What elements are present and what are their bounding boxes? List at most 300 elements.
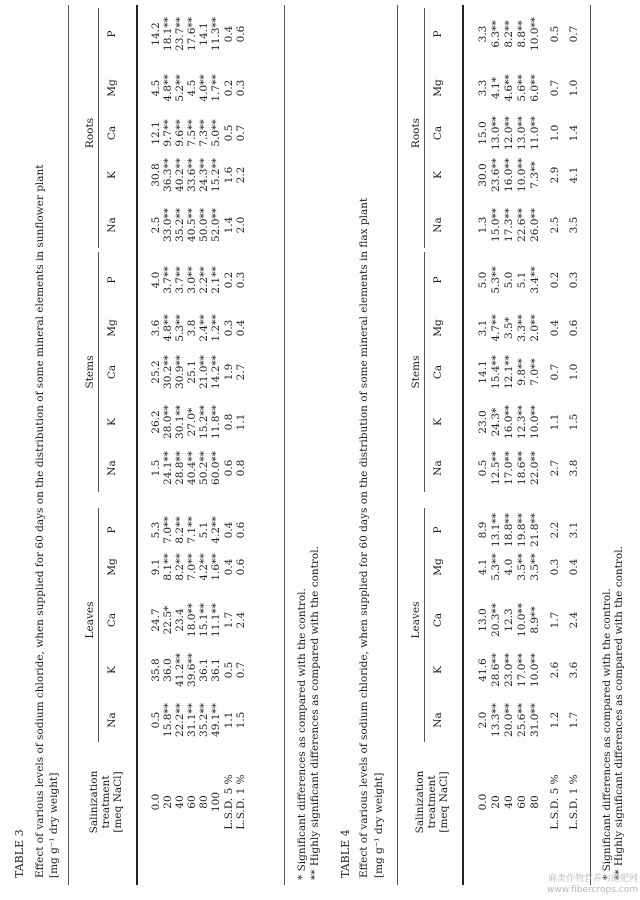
- table-cell: 24.3**: [198, 158, 210, 192]
- table-cell: 7.5**: [186, 119, 198, 147]
- table-cell: 8.2**: [174, 553, 186, 581]
- column-header: Ca: [106, 612, 118, 628]
- row-treatment: L.S.D. 5 %: [223, 774, 235, 830]
- header-thick-rule: [136, 5, 138, 885]
- table-cell: 5.3**: [174, 314, 186, 342]
- table-cell: 12.3: [503, 608, 515, 632]
- table-cell: 15.1**: [198, 603, 210, 637]
- column-header: Mg: [432, 558, 444, 576]
- row-treatment: 60: [516, 795, 528, 809]
- table-cell: 35.2**: [198, 703, 210, 737]
- row-treatment: L.S.D. 1 %: [568, 774, 580, 830]
- group-underline: [98, 252, 99, 492]
- table-cell: 1.0: [568, 363, 580, 381]
- table-cell: 36.0: [162, 658, 174, 682]
- table-cell: 24.3*: [490, 407, 502, 437]
- table-cell: 5.0**: [210, 119, 222, 147]
- table-cell: 0.7: [549, 363, 561, 381]
- table-cell: 3.6: [150, 319, 162, 337]
- table-cell: 0.5: [223, 124, 235, 142]
- table-cell: 12.1: [150, 121, 162, 145]
- column-header: K: [432, 171, 444, 179]
- table-cell: 31.1**: [186, 703, 198, 737]
- table-cell: 3.4**: [529, 266, 541, 294]
- column-header: Na: [106, 712, 118, 728]
- table-cell: 0.7: [235, 661, 247, 679]
- table-cell: 19.8**: [516, 513, 528, 547]
- column-header: P: [432, 526, 444, 534]
- table-cell: 2.6: [549, 661, 561, 679]
- footnote: ** Highly significant differences as compared with the control.: [613, 546, 625, 880]
- table-cell: 7.0**: [162, 516, 174, 544]
- table-cell: 5.1: [516, 271, 528, 289]
- column-header: Ca: [432, 612, 444, 628]
- table-cell: 20.3**: [490, 603, 502, 637]
- table-cell: 2.0: [477, 711, 489, 729]
- row-treatment: 80: [198, 795, 210, 809]
- table-cell: 40.4**: [186, 451, 198, 485]
- table-cell: 5.2**: [174, 74, 186, 102]
- table-cell: 17.0**: [503, 451, 515, 485]
- table-cell: 60.0**: [210, 451, 222, 485]
- table-cell: 3.8: [186, 319, 198, 337]
- table-cell: 4.0: [503, 558, 515, 576]
- column-header: K: [432, 418, 444, 426]
- table-cell: 16.0**: [503, 158, 515, 192]
- column-header: Na: [106, 460, 118, 476]
- table-cell: 4.5: [186, 79, 198, 97]
- table-cell: 0.5: [150, 711, 162, 729]
- table-cell: 4.0: [150, 271, 162, 289]
- table-cell: 11.8**: [210, 405, 222, 439]
- table-cell: 0.6: [235, 558, 247, 576]
- column-header: P: [432, 30, 444, 38]
- table-cell: 1.5: [235, 711, 247, 729]
- table-cell: 11.1**: [210, 603, 222, 637]
- table-cell: 26.2: [150, 410, 162, 434]
- table-cell: 3.6: [568, 661, 580, 679]
- table-cell: 2.4: [568, 611, 580, 629]
- table-cell: 23.6**: [490, 158, 502, 192]
- table-cell: 0.3: [568, 271, 580, 289]
- group-header-stems: Stems: [410, 355, 422, 389]
- table-cell: 1.0: [549, 124, 561, 142]
- table-cell: 0.6: [223, 459, 235, 477]
- table-cell: 4.2**: [210, 516, 222, 544]
- table-cell: 0.4: [235, 319, 247, 337]
- table-cell: 5.0: [477, 271, 489, 289]
- table-cell: 7.0**: [529, 358, 541, 386]
- column-header: P: [106, 276, 118, 284]
- table-cell: 2.0**: [529, 314, 541, 342]
- table-cell: 5.3**: [490, 266, 502, 294]
- footnote: ** Highly significant differences as compared with the control.: [309, 546, 321, 880]
- treatment-header: [meq NaCl]: [438, 771, 450, 833]
- table-cell: 0.3: [223, 319, 235, 337]
- group-underline: [424, 508, 425, 742]
- table-cell: 30.1**: [174, 405, 186, 439]
- table-cell: 25.2: [150, 360, 162, 384]
- table-cell: 15.8**: [162, 703, 174, 737]
- table-cell: 16.0**: [503, 405, 515, 439]
- table-cell: 23.4: [174, 608, 186, 632]
- table-cell: 0.4: [223, 558, 235, 576]
- column-header: Mg: [106, 319, 118, 337]
- table-cell: 11.3**: [210, 17, 222, 51]
- table-cell: 13.0**: [490, 116, 502, 150]
- table-bottom-rule: [284, 5, 285, 885]
- table-cell: 2.2**: [198, 266, 210, 294]
- table-cell: 13.0**: [516, 116, 528, 150]
- table-label: TABLE 3: [13, 829, 26, 878]
- column-header: Na: [106, 217, 118, 233]
- table-cell: 0.5: [223, 661, 235, 679]
- group-header-roots: Roots: [410, 117, 422, 149]
- table-cell: 2.9: [549, 166, 561, 184]
- table-cell: 5.0: [503, 271, 515, 289]
- row-treatment: L.S.D. 1 %: [235, 774, 247, 830]
- group-header-roots: Roots: [84, 117, 96, 149]
- table-cell: 17.6**: [186, 17, 198, 51]
- table-cell: 22.2**: [174, 703, 186, 737]
- table-cell: 8.8**: [516, 20, 528, 48]
- table-cell: 7.0**: [186, 553, 198, 581]
- table-cell: 12.3**: [516, 405, 528, 439]
- table-cell: 4.2**: [198, 553, 210, 581]
- watermark: [547, 874, 638, 896]
- table-cell: 24.1**: [162, 451, 174, 485]
- table-cell: 3.3: [477, 25, 489, 43]
- table-cell: 33.0**: [162, 208, 174, 242]
- row-treatment: L.S.D. 5 %: [549, 774, 561, 830]
- table-cell: 14.2: [150, 22, 162, 46]
- table-cell: 20.0**: [503, 703, 515, 737]
- table-cell: 1.0: [568, 79, 580, 97]
- watermark-cn: 麻类作物营养与施肥网: [547, 874, 638, 884]
- table-cell: 0.5: [549, 25, 561, 43]
- table-bottom-rule: [590, 5, 591, 885]
- table-cell: 50.2**: [198, 451, 210, 485]
- table-cell: 2.5: [549, 216, 561, 234]
- table-cell: 1.2**: [210, 314, 222, 342]
- table-title: Effect of various levels of sodium chloride, when supplied for 60 days on the distribution of some mineral elements in sunflower plant: [34, 164, 46, 878]
- table-cell: 0.8: [235, 459, 247, 477]
- table-cell: 0.5: [477, 459, 489, 477]
- table-cell: 0.7: [568, 25, 580, 43]
- table-cell: 9.7**: [162, 119, 174, 147]
- table-cell: 1.1: [549, 413, 561, 431]
- table-cell: 2.0: [235, 216, 247, 234]
- table-cell: 12.1**: [503, 355, 515, 389]
- table-label: TABLE 4: [339, 829, 352, 878]
- table-cell: 6.3**: [490, 20, 502, 48]
- table-cell: 18.8**: [503, 513, 515, 547]
- table-cell: 18.1**: [162, 17, 174, 51]
- row-treatment: 0.0: [477, 793, 489, 811]
- table-cell: 35.8: [150, 658, 162, 682]
- table-cell: 36.1: [198, 658, 210, 682]
- table-cell: 1.7: [549, 611, 561, 629]
- table-cell: 23.0**: [503, 653, 515, 687]
- table-cell: 10.0**: [516, 603, 528, 637]
- table-unit: [mg g⁻¹ dry weight]: [373, 772, 385, 878]
- table-cell: 10.0**: [529, 405, 541, 439]
- table-cell: 15.2**: [210, 158, 222, 192]
- table-cell: 50.0**: [198, 208, 210, 242]
- table-cell: 28.0**: [162, 405, 174, 439]
- group-header-leaves: Leaves: [410, 601, 422, 639]
- column-header: P: [106, 30, 118, 38]
- table-cell: 0.4: [223, 521, 235, 539]
- treatment-header: Salinization: [414, 770, 426, 834]
- table-cell: 3.5**: [529, 553, 541, 581]
- table-cell: 0.3: [235, 79, 247, 97]
- column-header: Ca: [432, 364, 444, 380]
- column-header: Mg: [432, 319, 444, 337]
- column-header: Ca: [432, 125, 444, 141]
- column-header: Ca: [106, 125, 118, 141]
- column-header: Na: [432, 217, 444, 233]
- table-cell: 0.7: [235, 124, 247, 142]
- group-underline: [98, 508, 99, 742]
- table-cell: 2.1**: [210, 266, 222, 294]
- table-cell: 1.7: [223, 611, 235, 629]
- row-treatment: 40: [174, 795, 186, 809]
- table-cell: 31.0**: [529, 703, 541, 737]
- table-cell: 0.2: [549, 271, 561, 289]
- table-cell: 17.0**: [516, 653, 528, 687]
- row-treatment: 20: [162, 795, 174, 809]
- table-cell: 4.1: [477, 558, 489, 576]
- table-cell: 0.8: [223, 413, 235, 431]
- table-cell: 3.8: [568, 459, 580, 477]
- table-cell: 1.5: [568, 413, 580, 431]
- table-cell: 21.0**: [198, 355, 210, 389]
- table-cell: 8.9: [477, 521, 489, 539]
- column-header: Mg: [432, 79, 444, 97]
- treatment-header: treatment: [426, 775, 438, 829]
- table-cell: 3.1: [568, 521, 580, 539]
- table-cell: 10.0**: [529, 17, 541, 51]
- table-cell: 1.7**: [210, 74, 222, 102]
- table-cell: 3.5*: [503, 317, 515, 339]
- table-cell: 2.2: [549, 521, 561, 539]
- table-cell: 2.7: [549, 459, 561, 477]
- table-cell: 6.0**: [529, 74, 541, 102]
- table-cell: 5.3: [150, 521, 162, 539]
- table-cell: 30.9**: [174, 355, 186, 389]
- table-title: Effect of various levels of sodium chloride, when supplied for 60 days on the distribution of some mineral elements in flax plant: [358, 197, 370, 878]
- table-cell: 21.8**: [529, 513, 541, 547]
- table-cell: 14.2**: [210, 355, 222, 389]
- table-cell: 9.6**: [174, 119, 186, 147]
- table-cell: 15.0: [477, 121, 489, 145]
- table-cell: 28.8**: [174, 451, 186, 485]
- header-thick-rule: [462, 5, 464, 885]
- table-cell: 17.3**: [503, 208, 515, 242]
- table-cell: 2.2: [235, 166, 247, 184]
- column-header: Mg: [106, 558, 118, 576]
- table-cell: 26.0**: [529, 208, 541, 242]
- table-cell: 4.1*: [490, 77, 502, 99]
- table-cell: 18.6**: [516, 451, 528, 485]
- group-header-stems: Stems: [84, 355, 96, 389]
- table-cell: 0.6: [568, 319, 580, 337]
- table-cell: 5.1: [198, 521, 210, 539]
- table-cell: 1.9: [223, 363, 235, 381]
- table-cell: 30.2**: [162, 355, 174, 389]
- table-cell: 0.4: [223, 25, 235, 43]
- table-cell: 52.0**: [210, 208, 222, 242]
- table-cell: 13.3**: [490, 703, 502, 737]
- column-header: Ca: [106, 364, 118, 380]
- table-cell: 28.6**: [490, 653, 502, 687]
- table-cell: 8.1**: [162, 553, 174, 581]
- group-underline: [424, 8, 425, 248]
- table-cell: 3.5: [568, 216, 580, 234]
- table-top-rule: [68, 5, 69, 885]
- table-cell: 1.7: [568, 711, 580, 729]
- table-cell: 3.7**: [174, 266, 186, 294]
- column-header: K: [106, 666, 118, 674]
- table-cell: 13.1**: [490, 513, 502, 547]
- table-cell: 7.3**: [529, 161, 541, 189]
- table-cell: 10.0**: [529, 653, 541, 687]
- table-cell: 2.4: [235, 611, 247, 629]
- column-header: P: [432, 276, 444, 284]
- table-cell: 25.6**: [516, 703, 528, 737]
- table-cell: 23.7**: [174, 17, 186, 51]
- footnote: * Significant differences as compared with the control.: [296, 588, 308, 880]
- treatment-header: [meq NaCl]: [112, 771, 124, 833]
- table-cell: 12.0**: [503, 116, 515, 150]
- table-cell: 8.2**: [174, 516, 186, 544]
- table-cell: 15.0**: [490, 208, 502, 242]
- table-cell: 27.0*: [186, 407, 198, 437]
- table-cell: 3.0**: [186, 266, 198, 294]
- table-cell: 1.4: [223, 216, 235, 234]
- column-header: K: [432, 666, 444, 674]
- table-cell: 40.2**: [174, 158, 186, 192]
- table-cell: 14.1: [477, 360, 489, 384]
- table-cell: 0.6: [235, 25, 247, 43]
- table-cell: 36.1: [210, 658, 222, 682]
- table-cell: 0.3: [549, 558, 561, 576]
- table-cell: 3.3**: [516, 314, 528, 342]
- table-cell: 2.4**: [198, 314, 210, 342]
- table-cell: 3.3: [477, 79, 489, 97]
- table-cell: 1.3: [477, 216, 489, 234]
- table-cell: 24.7: [150, 608, 162, 632]
- table-cell: 4.8**: [162, 74, 174, 102]
- group-header-leaves: Leaves: [84, 601, 96, 639]
- table-cell: 0.7: [549, 79, 561, 97]
- table-cell: 0.4: [549, 319, 561, 337]
- table-cell: 1.2: [549, 711, 561, 729]
- table-cell: 3.5**: [516, 553, 528, 581]
- table-cell: 22.6**: [516, 208, 528, 242]
- column-header: P: [106, 526, 118, 534]
- table-cell: 2.5: [150, 216, 162, 234]
- table-cell: 41.6: [477, 658, 489, 682]
- table-cell: 1.6: [223, 166, 235, 184]
- table-cell: 1.4: [568, 124, 580, 142]
- table-cell: 7.1**: [186, 516, 198, 544]
- table-cell: 1.5: [150, 459, 162, 477]
- table-cell: 12.5**: [490, 451, 502, 485]
- table-top-rule: [397, 5, 398, 885]
- table-cell: 35.2**: [174, 208, 186, 242]
- table-cell: 22.0**: [529, 451, 541, 485]
- table-cell: 49.1**: [210, 703, 222, 737]
- table-cell: 18.0**: [186, 603, 198, 637]
- footnote: * Significant differences as compared with the control.: [601, 588, 613, 880]
- table-cell: 3.1: [477, 319, 489, 337]
- table-cell: 1.1: [223, 711, 235, 729]
- row-treatment: 60: [186, 795, 198, 809]
- table-cell: 13.0: [477, 608, 489, 632]
- table-cell: 15.2**: [198, 405, 210, 439]
- column-header: Mg: [106, 79, 118, 97]
- table-cell: 25.1: [186, 360, 198, 384]
- table-cell: 11.0**: [529, 116, 541, 150]
- table-cell: 7.3**: [198, 119, 210, 147]
- table-cell: 4.7**: [490, 314, 502, 342]
- table-cell: 1.6**: [210, 553, 222, 581]
- table-cell: 4.6**: [503, 74, 515, 102]
- treatment-header: treatment: [100, 775, 112, 829]
- table-cell: 1.1: [235, 413, 247, 431]
- row-treatment: 100: [210, 791, 222, 813]
- table-cell: 0.2: [223, 271, 235, 289]
- table-cell: 33.6**: [186, 158, 198, 192]
- table-cell: 0.4: [568, 558, 580, 576]
- table-cell: 0.3: [235, 271, 247, 289]
- table-cell: 3.7**: [162, 266, 174, 294]
- table-cell: 4.1: [568, 166, 580, 184]
- table-cell: 40.5**: [186, 208, 198, 242]
- table-cell: 39.6**: [186, 653, 198, 687]
- column-header: K: [106, 171, 118, 179]
- table-cell: 5.6**: [516, 74, 528, 102]
- table-cell: 8.2**: [503, 20, 515, 48]
- table-cell: 4.5: [150, 79, 162, 97]
- table-cell: 22.5*: [162, 605, 174, 635]
- table-cell: 41.2**: [174, 653, 186, 687]
- table-cell: 9.1: [150, 558, 162, 576]
- table-cell: 30.8: [150, 163, 162, 187]
- row-treatment: 80: [529, 795, 541, 809]
- table-cell: 2.7: [235, 363, 247, 381]
- column-header: Na: [432, 460, 444, 476]
- table-cell: 15.4**: [490, 355, 502, 389]
- group-underline: [424, 252, 425, 492]
- row-treatment: 20: [490, 795, 502, 809]
- column-header: K: [106, 418, 118, 426]
- table-unit: [mg g⁻¹ dry weight]: [48, 772, 60, 878]
- table-cell: 0.6: [235, 521, 247, 539]
- column-header: Na: [432, 712, 444, 728]
- group-underline: [98, 8, 99, 248]
- table-cell: 36.3**: [162, 158, 174, 192]
- table-cell: 4.0**: [198, 74, 210, 102]
- table-cell: 10.0**: [516, 158, 528, 192]
- table-cell: 23.0: [477, 410, 489, 434]
- table-cell: 9.8**: [516, 358, 528, 386]
- table-cell: 8.9**: [529, 606, 541, 634]
- table-cell: 5.3**: [490, 553, 502, 581]
- row-treatment: 40: [503, 795, 515, 809]
